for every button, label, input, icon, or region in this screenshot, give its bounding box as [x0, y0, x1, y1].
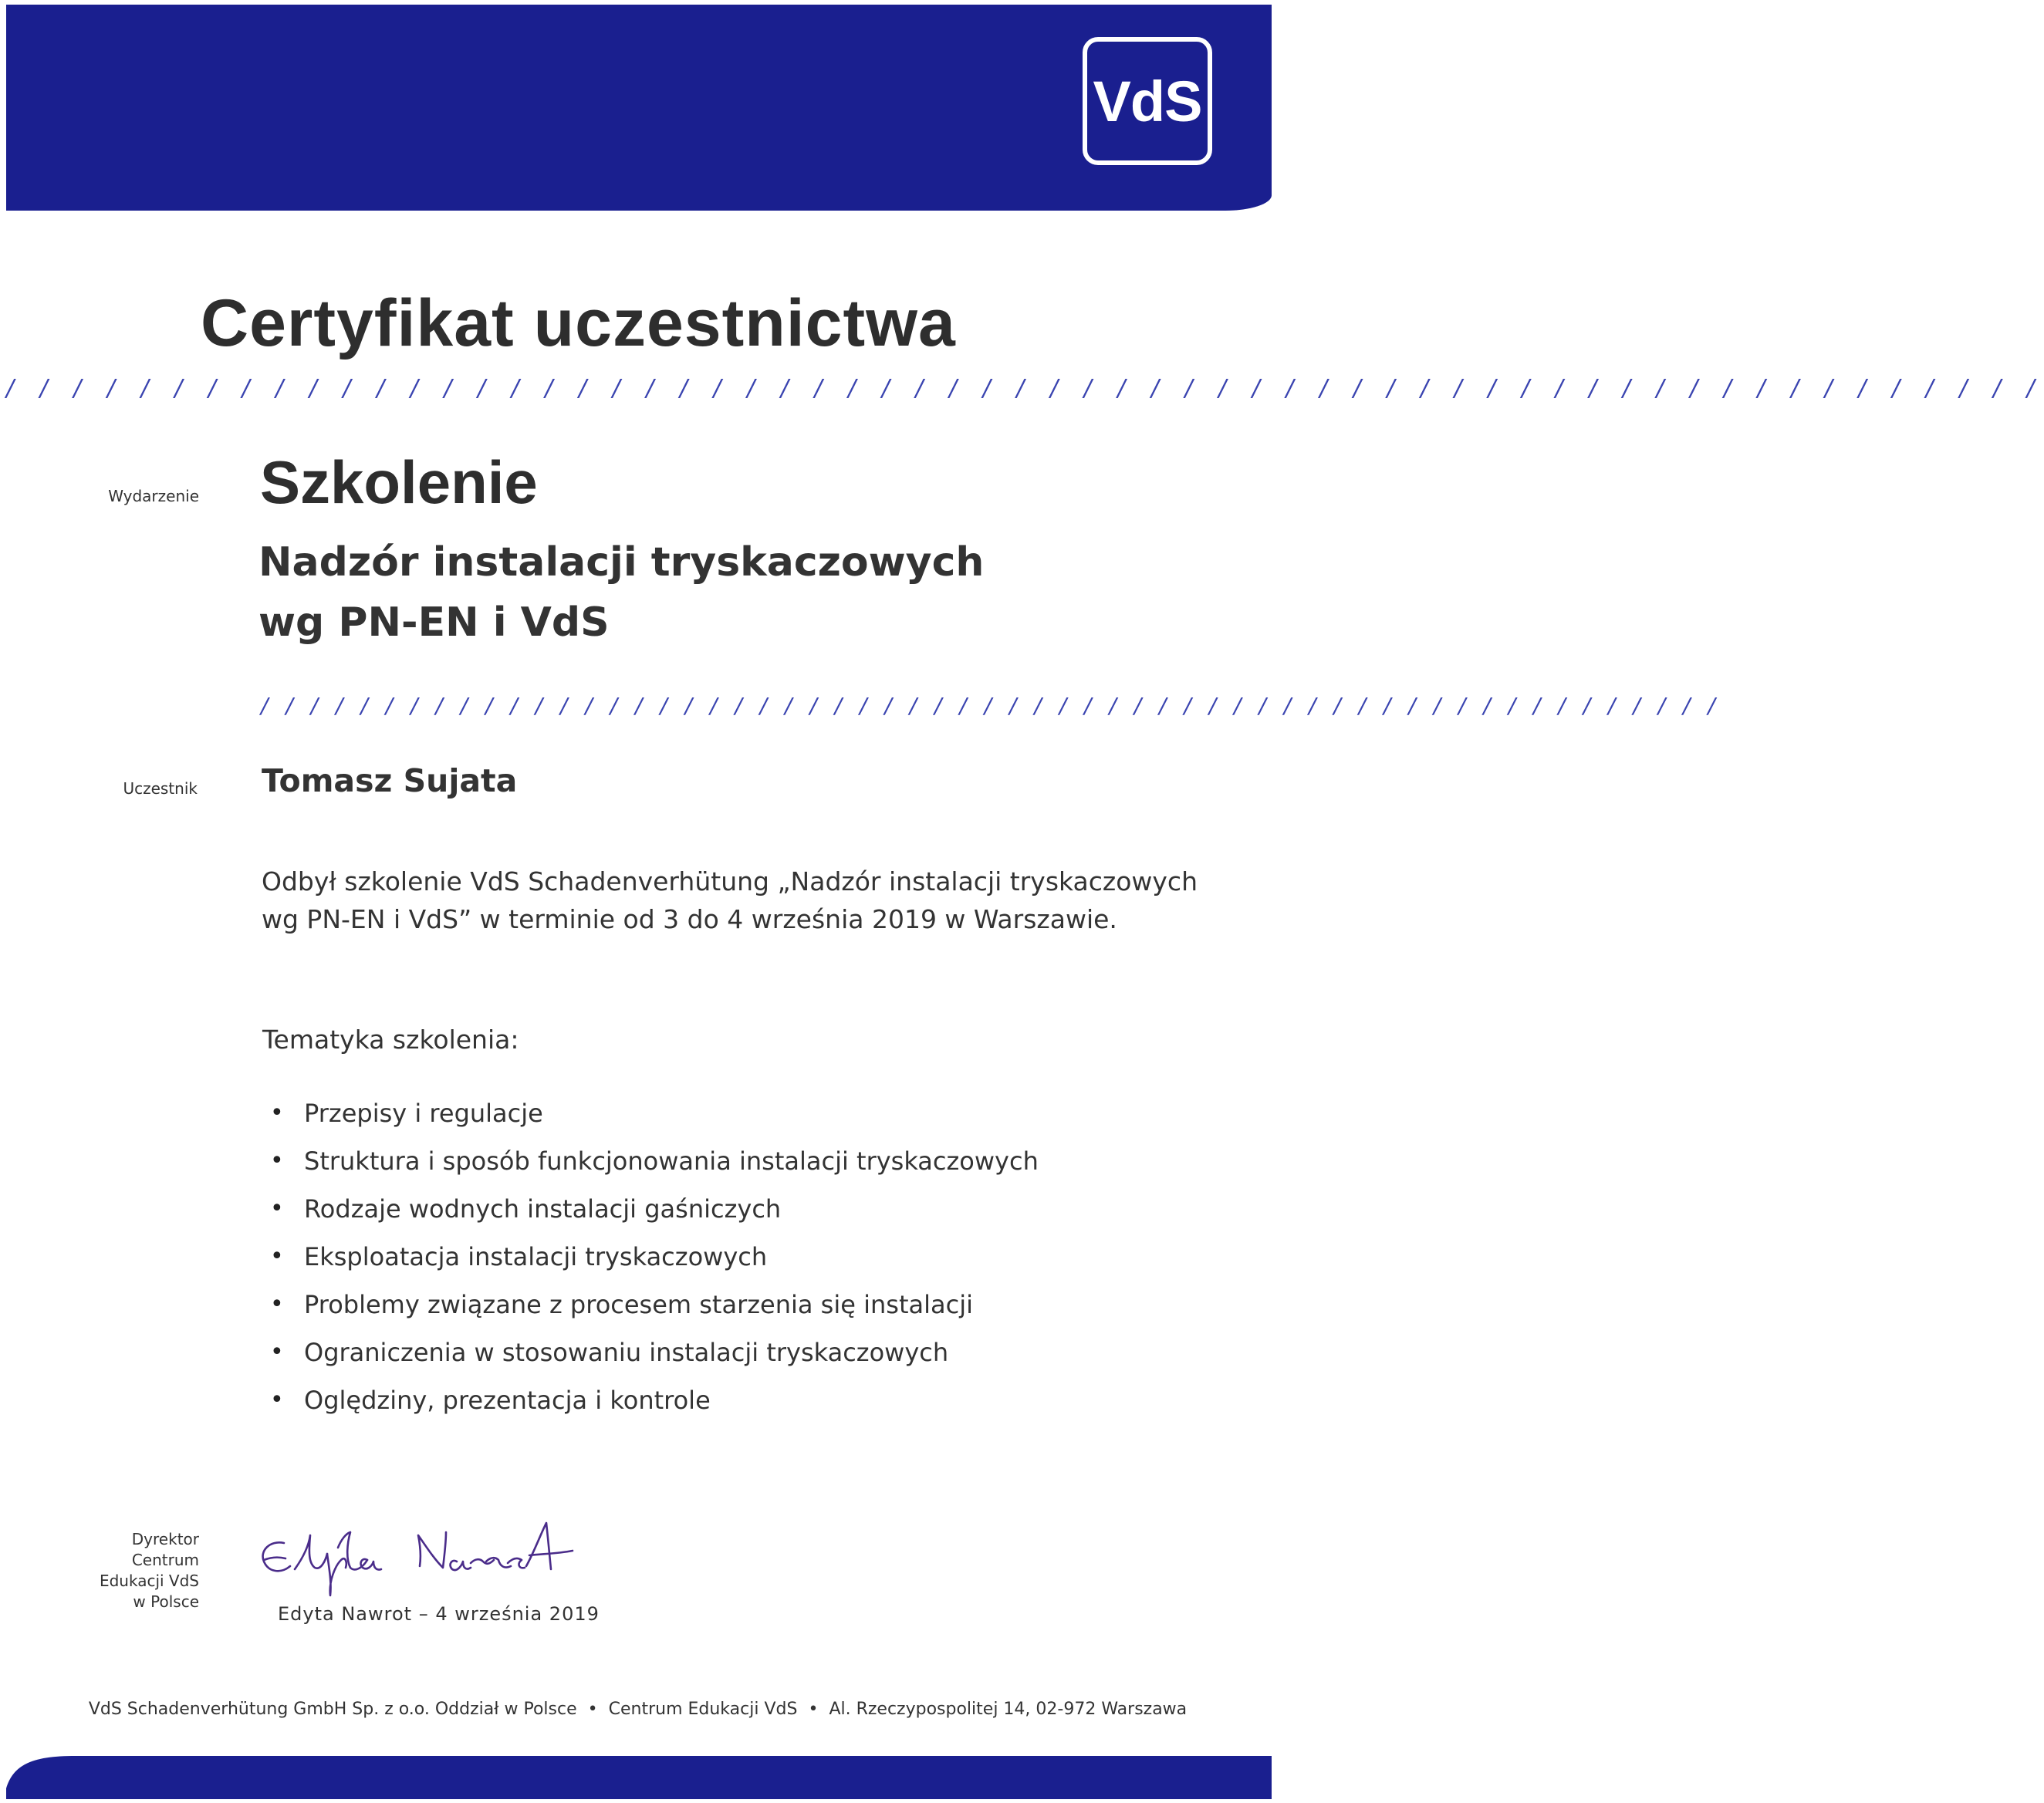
topic-text: Problemy związane z procesem starzenia się instalacji: [304, 1290, 973, 1319]
separator-dot: •: [808, 1700, 819, 1719]
bullet-icon: •: [270, 1243, 284, 1270]
separator-dot: •: [587, 1700, 598, 1719]
slash-divider-middle: / / / / / / / / / / / / / / / / / / / / / / / / / / / / / / / / / / / / / / / / / / / / / / / / / / / / / / / / / / /: [261, 693, 1721, 718]
logo-text: VdS: [1093, 69, 1202, 133]
bullet-icon: •: [270, 1386, 284, 1413]
topic-text: Oględziny, prezentacja i kontrole: [304, 1386, 711, 1415]
participant-label: Uczestnik: [123, 779, 198, 798]
bullet-icon: •: [270, 1195, 284, 1222]
footer-band: [6, 1745, 1272, 1799]
footer-company: VdS Schadenverhütung GmbH Sp. z o.o. Oddział w Polsce: [88, 1700, 577, 1719]
event-kind: Szkolenie: [260, 448, 538, 516]
topic-text: Rodzaje wodnych instalacji gaśniczych: [304, 1194, 782, 1224]
bullet-icon: •: [270, 1099, 284, 1126]
event-name-line-1: Nadzór instalacji tryskaczowych: [258, 539, 985, 586]
topic-item: [270, 1190, 1039, 1237]
participant-name: Tomasz Sujata: [262, 762, 518, 799]
topic-item: [270, 1333, 1039, 1381]
role-line-2: Centrum: [131, 1551, 199, 1569]
vds-logo: [1083, 37, 1212, 165]
signer-name-date: Edyta Nawrot – 4 września 2019: [278, 1603, 600, 1625]
event-name-line-2: wg PN-EN i VdS: [258, 599, 610, 646]
handwritten-signature: [255, 1512, 594, 1605]
description-line-2: wg PN-EN i VdS” w terminie od 3 do 4 września 2019 w Warszawie.: [262, 904, 1117, 934]
topic-item: [270, 1237, 1039, 1285]
topic-text: Eksploatacja instalacji tryskaczowych: [304, 1242, 768, 1271]
topic-item: [270, 1094, 1039, 1142]
role-line-1: Dyrektor: [131, 1530, 199, 1548]
certificate-title: Certyfikat uczestnictwa: [201, 286, 956, 360]
topic-item: [270, 1381, 1039, 1429]
topic-item: [270, 1142, 1039, 1190]
topic-text: Struktura i sposób funkcjonowania instalacji tryskaczowych: [304, 1146, 1039, 1176]
topics-list: [270, 1094, 1039, 1429]
topic-item: [270, 1285, 1039, 1333]
director-role: [77, 1529, 199, 1612]
description-line-1: Odbył szkolenie VdS Schadenverhütung „Nadzór instalacji tryskaczowych: [262, 866, 1198, 896]
topic-text: Ograniczenia w stosowaniu instalacji tryskaczowych: [304, 1338, 949, 1367]
topic-text: Przepisy i regulacje: [304, 1099, 543, 1128]
footer-address: Al. Rzeczypospolitej 14, 02-972 Warszawa: [829, 1700, 1188, 1719]
role-line-4: w Polsce: [133, 1592, 199, 1611]
topics-heading: Tematyka szkolenia:: [262, 1025, 519, 1055]
bullet-icon: •: [270, 1147, 284, 1174]
bullet-icon: •: [270, 1339, 284, 1366]
event-name: [258, 532, 1030, 653]
bullet-icon: •: [270, 1291, 284, 1318]
header-band: [6, 5, 1272, 211]
role-line-3: Edukacji VdS: [99, 1572, 199, 1590]
footer-center: Centrum Edukacji VdS: [608, 1700, 798, 1719]
footer: [0, 1700, 1275, 1719]
course-description: [262, 863, 1198, 938]
event-label: Wydarzenie: [108, 487, 199, 505]
slash-divider-top: / / / / / / / / / / / / / / / / / / / / / / / / / / / / / / / / / / / / / / / / / / / / / / / / / / / / / / / / / / / / /: [6, 375, 2044, 402]
